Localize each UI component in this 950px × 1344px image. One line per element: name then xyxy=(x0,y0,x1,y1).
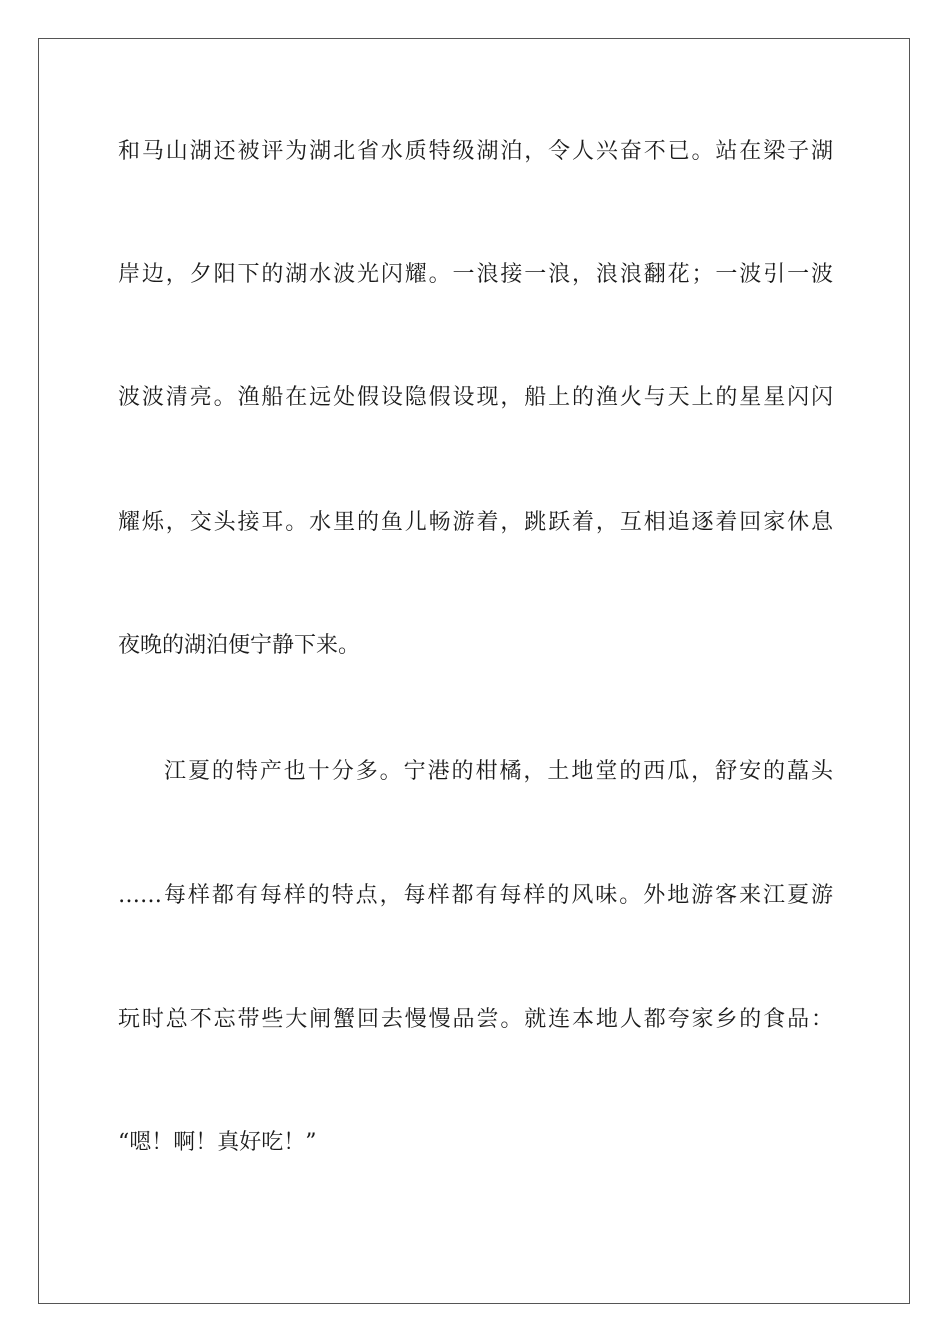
paragraph1-line-2: 岸边，夕阳下的湖水波光闪耀。一浪接一浪，浪浪翻花；一波引一波 xyxy=(118,262,833,287)
paragraph1-line-5: 夜晚的湖泊便宁静下来。 xyxy=(118,633,361,658)
paragraph1-line-1: 和马山湖还被评为湖北省水质特级湖泊，令人兴奋不已。站在梁子湖 xyxy=(118,139,833,164)
document-page xyxy=(38,38,910,1304)
paragraph1-line-4: 耀烁，交头接耳。水里的鱼儿畅游着，跳跃着，互相追逐着回家休息 xyxy=(118,510,833,535)
paragraph2-line-1: 江夏的特产也十分多。宁港的柑橘，土地堂的西瓜，舒安的藠头 xyxy=(164,759,833,784)
paragraph2-line-3: 玩时总不忘带些大闸蟹回去慢慢品尝。就连本地人都夸家乡的食品： xyxy=(118,1007,833,1032)
paragraph1-line-3: 波波清亮。渔船在远处假设隐假设现，船上的渔火与天上的星星闪闪 xyxy=(118,385,833,410)
paragraph2-line-4: “嗯！啊！真好吃！” xyxy=(118,1130,317,1155)
paragraph2-line-2: ……每样都有每样的特点，每样都有每样的风味。外地游客来江夏游 xyxy=(118,883,833,908)
